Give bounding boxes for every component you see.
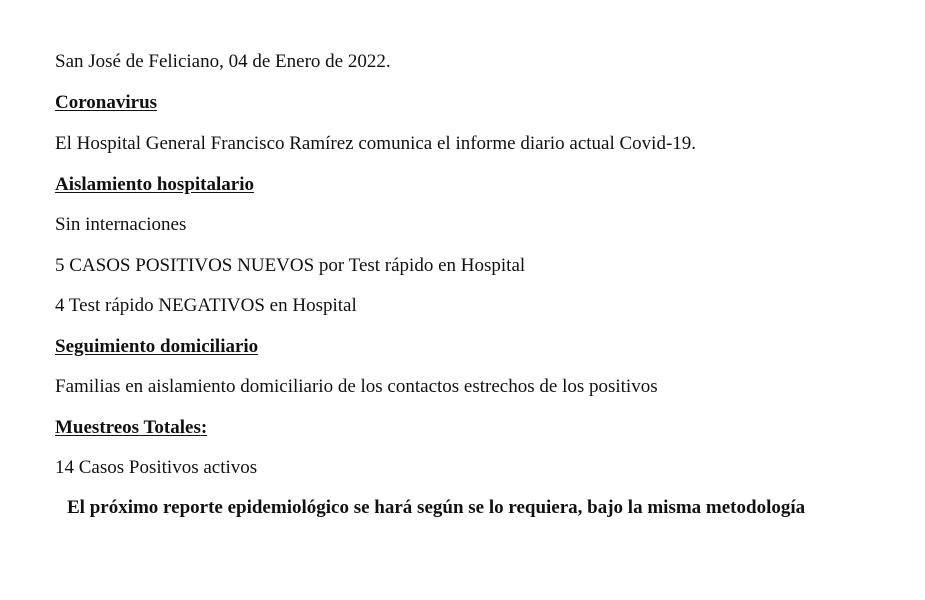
aislamiento-line-2: 5 CASOS POSITIVOS NUEVOS por Test rápido en Hospital: [55, 255, 526, 276]
closing-note: El próximo reporte epidemiológico se hará según se lo requiera, bajo la misma metodología: [67, 497, 806, 518]
date-line: San José de Feliciano, 04 de Enero de 2022.: [55, 51, 391, 72]
section-heading-muestreos: Muestreos Totales:: [55, 417, 208, 438]
coronavirus-text: El Hospital General Francisco Ramírez comunica el informe diario actual Covid-19.: [55, 133, 697, 154]
aislamiento-line-1: Sin internaciones: [55, 214, 187, 235]
seguimiento-text: Familias en aislamiento domiciliario de los contactos estrechos de los positivos: [55, 376, 658, 397]
section-heading-coronavirus: Coronavirus: [55, 92, 158, 113]
muestreos-text: 14 Casos Positivos activos: [55, 457, 258, 478]
aislamiento-line-3: 4 Test rápido NEGATIVOS en Hospital: [55, 295, 357, 316]
section-heading-aislamiento: Aislamiento hospitalario: [55, 174, 254, 195]
section-heading-seguimiento: Seguimiento domiciliario: [55, 336, 259, 357]
